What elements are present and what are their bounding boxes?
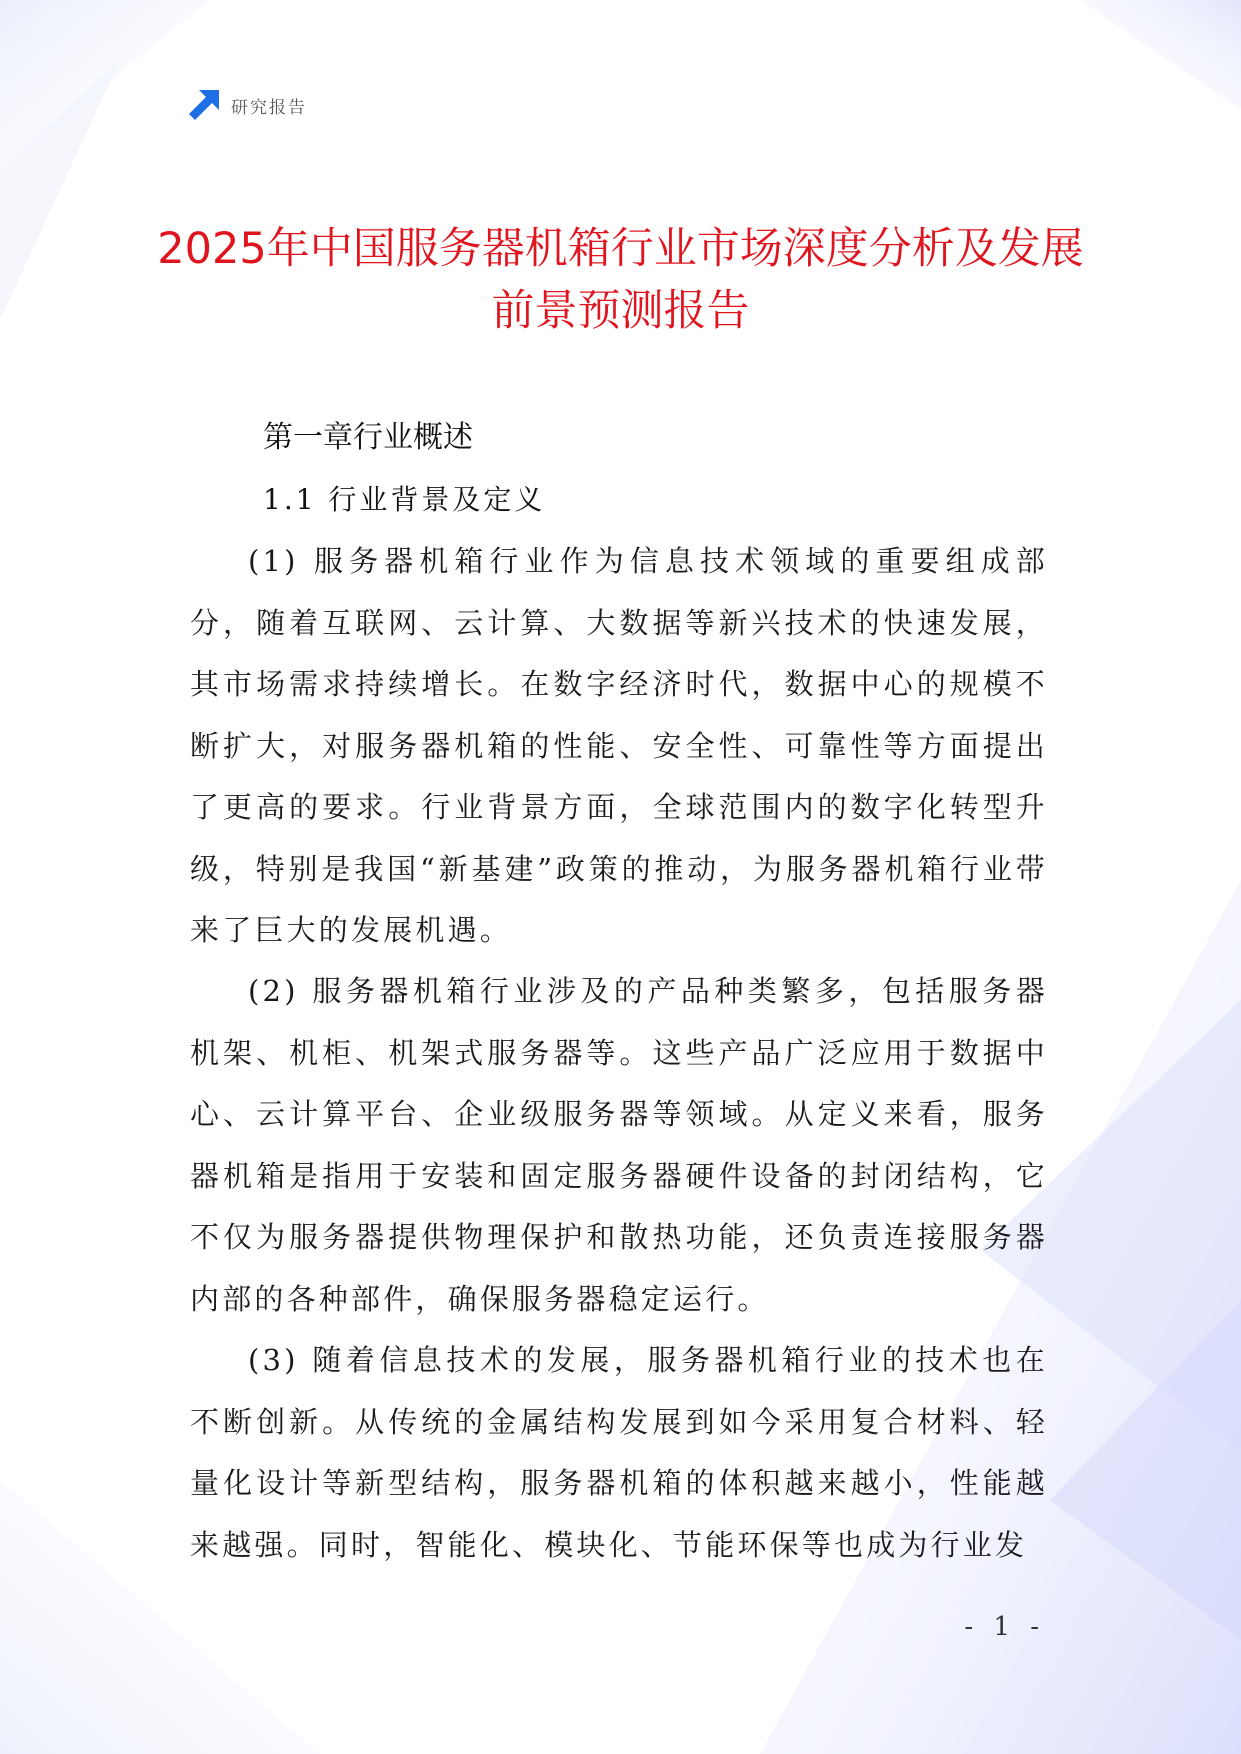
report-header <box>187 88 307 122</box>
header-label: 研究报告 <box>231 97 307 118</box>
page-number: - 1 - <box>964 1612 1045 1642</box>
paragraph-3: (3) 随着信息技术的发展，服务器机箱行业的技术也在不断创新。从传统的金属结构发展到如今采用复合材料、轻量化设计等新型结构，服务器机箱的体积越来越小，性能越来越强。同时，智能化、模块化、节能环保等也成为行业发 <box>190 1343 1048 1562</box>
section-heading: 1.1 行业背景及定义 <box>263 483 546 516</box>
paragraph-2: (2) 服务器机箱行业涉及的产品种类繁多，包括服务器机架、机柜、机架式服务器等。这些产品广泛应用于数据中心、云计算平台、企业级服务器等领域。从定义来看，服务器机箱是指用于安装和固定服务器硬件设备的封闭结构，它不仅为服务器提供物理保护和散热功能，还负责连接服务器内部的各种部件，确保服务器稳定运行。 <box>190 974 1048 1316</box>
page-title: 2025年中国服务器机箱行业市场深度分析及发展前景预测报告 <box>157 224 1084 336</box>
paragraph-1: (1) 服务器机箱行业作为信息技术领域的重要组成部分，随着互联网、云计算、大数据等新兴技术的快速发展，其市场需求持续增长。在数字经济时代，数据中心的规模不断扩大，对服务器机箱的性能、安全性、可靠性等方面提出了更高的要求。行业背景方面，全球范围内的数字化转型升级，特别是我国“新基建”政策的推动，为服务器机箱行业带来了巨大的发展机遇。 <box>190 544 1048 947</box>
arrow-up-right-icon <box>187 88 221 122</box>
chapter-heading: 第一章行业概述 <box>263 420 473 455</box>
